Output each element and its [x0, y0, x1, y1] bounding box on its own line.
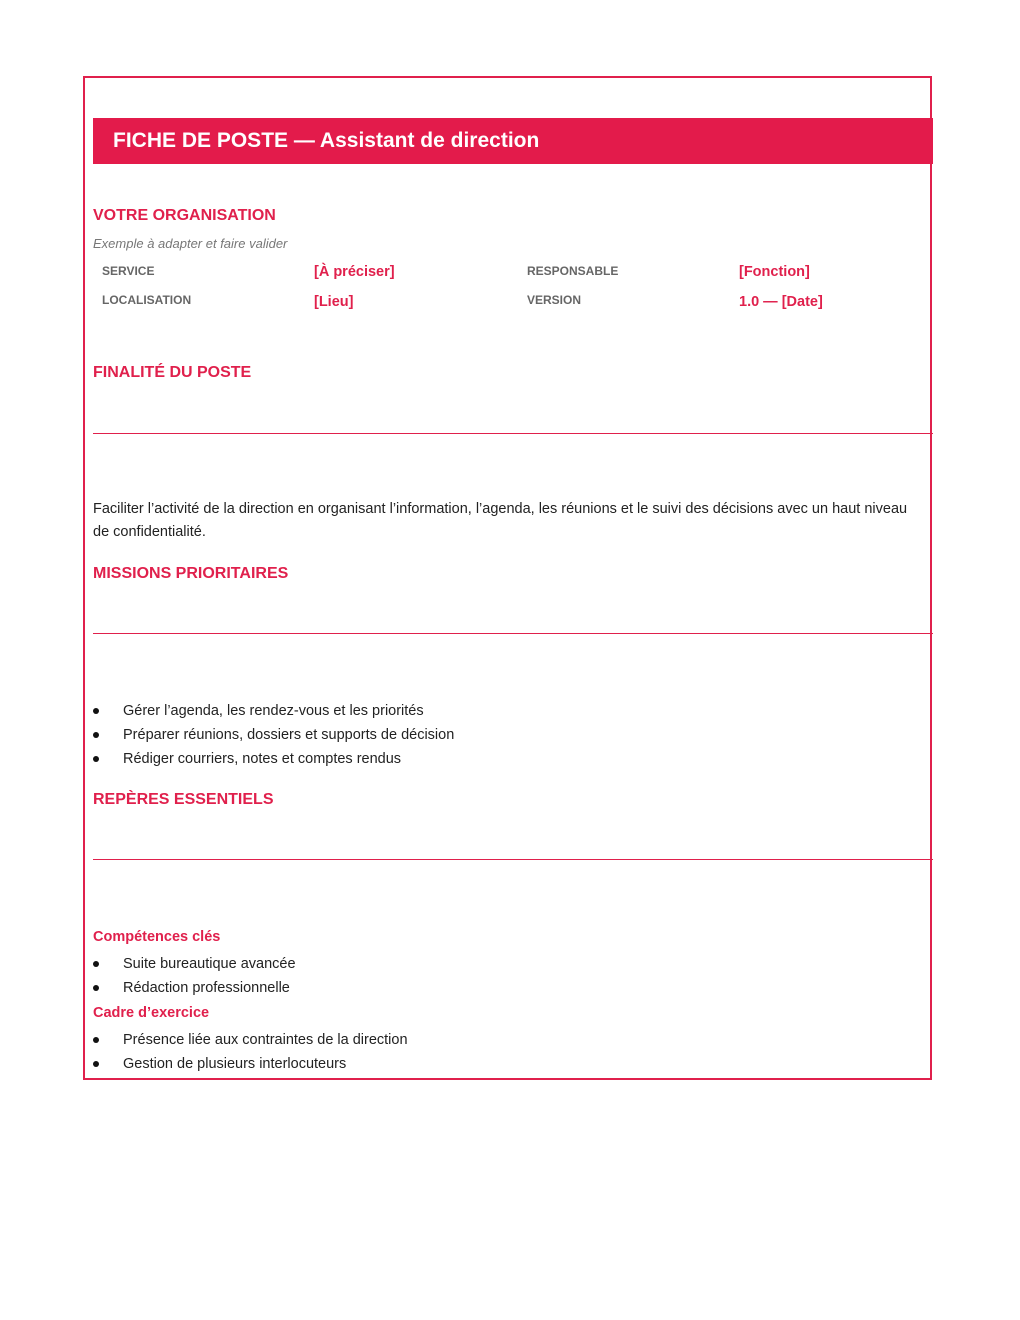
subheading-cadre: Cadre d’exercice: [93, 1005, 210, 1021]
bullet-icon: [93, 1037, 99, 1043]
page-title-lead: FICHE DE POSTE —: [113, 129, 320, 152]
bullet-icon: [93, 756, 99, 762]
missions-list: [93, 699, 454, 771]
bullet-icon: [93, 708, 99, 714]
list-item: Suite bureautique avancée: [93, 952, 296, 976]
field-label-responsable: RESPONSABLE: [527, 264, 619, 278]
list-item: Rédiger courriers, notes et comptes rendus: [93, 747, 454, 771]
bullet-icon: [93, 732, 99, 738]
page-title-role: Assistant de direction: [319, 129, 540, 152]
organisation-note: Exemple à adapter et faire valider: [93, 236, 288, 251]
bullet-icon: [93, 1061, 99, 1067]
section-heading-organisation: VOTRE ORGANISATION: [93, 207, 276, 224]
field-value-service: [À préciser]: [314, 264, 395, 280]
section-divider: [93, 633, 933, 634]
section-divider: [93, 859, 933, 860]
section-heading-finalite: FINALITÉ DU POSTE: [93, 364, 252, 381]
section-heading-missions: MISSIONS PRIORITAIRES: [93, 565, 289, 582]
field-value-responsable: [Fonction]: [739, 264, 810, 280]
field-label-localisation: LOCALISATION: [102, 293, 192, 307]
subheading-competences: Compétences clés: [93, 929, 221, 945]
list-item: Rédaction professionnelle: [93, 976, 296, 1000]
field-value-version: 1.0 — [Date]: [739, 294, 823, 310]
field-value-localisation: [Lieu]: [314, 294, 354, 310]
section-divider: [93, 433, 933, 434]
list-item: Gérer l’agenda, les rendez-vous et les priorités: [93, 699, 454, 723]
list-item: Présence liée aux contraintes de la direction: [93, 1028, 408, 1052]
field-label-version: VERSION: [527, 293, 582, 307]
section-heading-reperes: REPÈRES ESSENTIELS: [93, 791, 274, 808]
cadre-list: [93, 1028, 408, 1076]
field-label-service: SERVICE: [102, 264, 155, 278]
page-title-banner: [93, 118, 933, 164]
competences-list: [93, 952, 296, 1000]
bullet-icon: [93, 961, 99, 967]
list-item: Préparer réunions, dossiers et supports de décision: [93, 723, 454, 747]
finalite-text: Faciliter l’activité de la direction en organisant l’information, l’agenda, les réunions et le suivi des décisions avec un haut niveau de confidentialité.: [93, 501, 908, 540]
list-item: Gestion de plusieurs interlocuteurs: [93, 1052, 408, 1076]
bullet-icon: [93, 985, 99, 991]
